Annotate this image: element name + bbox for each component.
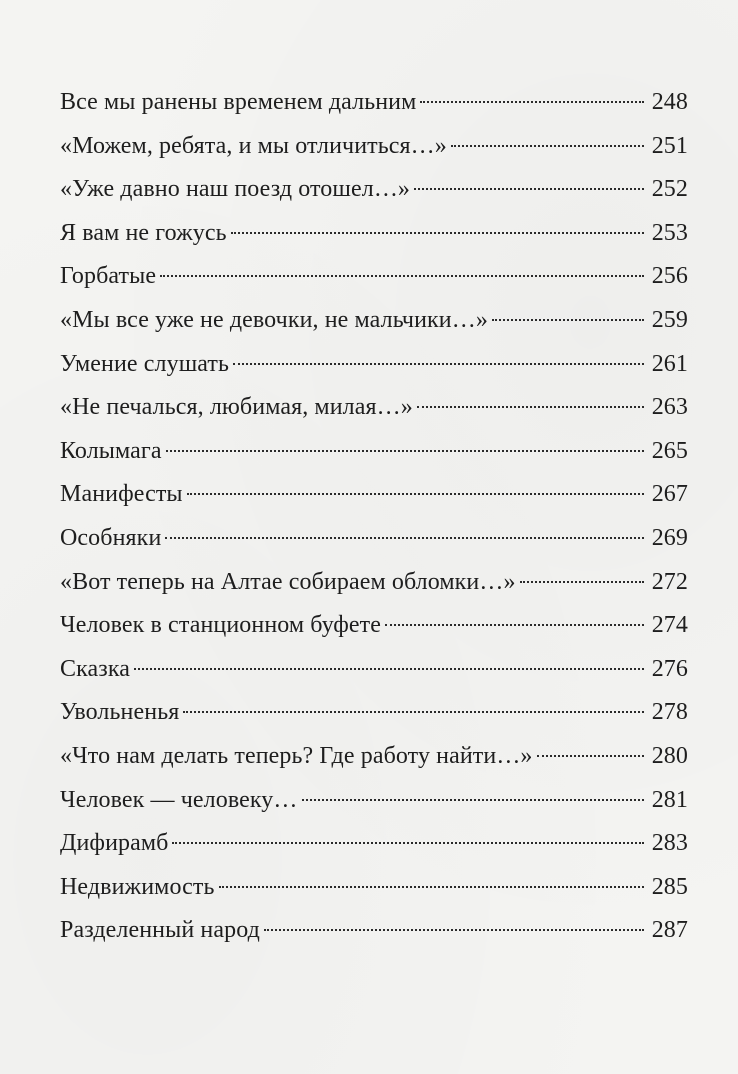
toc-entry-title: Разделенный народ — [60, 917, 260, 944]
toc-entry — [60, 389, 688, 433]
toc-entry — [60, 346, 688, 390]
dot-leader — [417, 406, 644, 408]
dot-leader — [451, 145, 644, 147]
toc-entry-page: 285 — [651, 873, 688, 900]
dot-leader — [520, 581, 644, 583]
toc-entry-title: Дифирамб — [60, 830, 169, 857]
toc-entry — [60, 607, 688, 651]
dot-leader — [420, 101, 644, 103]
toc-entry — [60, 171, 688, 215]
dot-leader — [302, 799, 645, 801]
dot-leader — [492, 319, 644, 321]
dot-leader — [160, 275, 644, 277]
toc-entry — [60, 825, 688, 869]
dot-leader — [385, 624, 644, 626]
toc-entry-page: 265 — [651, 437, 688, 464]
toc-entry-page: 274 — [651, 612, 688, 639]
toc-entry-title: Особняки — [60, 524, 162, 551]
toc-entry-title: Недвижимость — [60, 873, 215, 900]
toc-entry-title: Человек в станционном буфете — [60, 612, 381, 639]
toc-entry-title: «Что нам делать теперь? Где работу найти…» — [60, 742, 533, 769]
dot-leader — [134, 668, 644, 670]
toc-entry — [60, 215, 688, 259]
toc-entry-page: 287 — [651, 917, 688, 944]
toc-entry-title: «Вот теперь на Алтае собираем обломки…» — [60, 568, 516, 595]
toc-entry — [60, 694, 688, 738]
toc-entry — [60, 738, 688, 782]
toc-entry-title: «Можем, ребята, и мы отличиться…» — [60, 132, 447, 159]
toc-entry-title: Колымага — [60, 437, 162, 464]
table-of-contents — [60, 84, 688, 956]
toc-entry-page: 267 — [651, 481, 688, 508]
toc-entry-page: 248 — [651, 89, 688, 115]
toc-entry — [60, 128, 688, 172]
dot-leader — [537, 755, 644, 757]
toc-entry-page: 252 — [651, 176, 688, 203]
toc-entry-page: 253 — [651, 219, 688, 246]
toc-entry-title: Все мы ранены временем дальним — [60, 89, 417, 115]
toc-entry-page: 261 — [651, 350, 688, 377]
toc-entry — [60, 302, 688, 346]
toc-entry-title: Сказка — [60, 655, 130, 682]
dot-leader — [187, 493, 644, 495]
dot-leader — [233, 363, 644, 365]
toc-entry-title: «Уже давно наш поезд отошел…» — [60, 176, 411, 203]
toc-entry — [60, 912, 688, 956]
toc-entry — [60, 433, 688, 477]
toc-entry-page: 281 — [651, 786, 688, 813]
dot-leader — [414, 188, 644, 190]
toc-entry-page: 269 — [651, 524, 688, 551]
toc-entry-title: Человек — человеку… — [60, 786, 298, 813]
dot-leader — [166, 450, 644, 452]
dot-leader — [172, 842, 644, 844]
toc-entry-page: 272 — [651, 568, 688, 595]
toc-entry-page: 251 — [651, 132, 688, 159]
dot-leader — [264, 929, 644, 931]
toc-entry-title: Я вам не гожусь — [60, 219, 227, 246]
dot-leader — [231, 232, 644, 234]
toc-entry-page: 283 — [651, 830, 688, 857]
toc-entry — [60, 258, 688, 302]
toc-entry — [60, 476, 688, 520]
dot-leader — [165, 537, 644, 539]
toc-entry-page: 280 — [651, 742, 688, 769]
toc-entry-page: 263 — [651, 394, 688, 421]
toc-entry — [60, 651, 688, 695]
toc-entry — [60, 84, 688, 128]
toc-entry-title: «Мы все уже не девочки, не мальчики…» — [60, 306, 488, 333]
toc-entry-title: «Не печалься, любимая, милая…» — [60, 394, 413, 421]
dot-leader — [219, 886, 644, 888]
toc-entry — [60, 869, 688, 913]
toc-entry-title: Манифесты — [60, 481, 183, 508]
toc-entry-page: 278 — [651, 699, 688, 726]
toc-entry — [60, 564, 688, 608]
toc-entry-title: Умение слушать — [60, 350, 230, 377]
toc-entry-title: Увольненья — [60, 699, 180, 726]
dot-leader — [183, 711, 644, 713]
toc-entry — [60, 520, 688, 564]
toc-entry-page: 259 — [651, 306, 688, 333]
toc-entry — [60, 782, 688, 826]
toc-entry-page: 256 — [651, 263, 688, 290]
toc-entry-title: Горбатые — [60, 263, 157, 290]
toc-entry-page: 276 — [651, 655, 688, 682]
